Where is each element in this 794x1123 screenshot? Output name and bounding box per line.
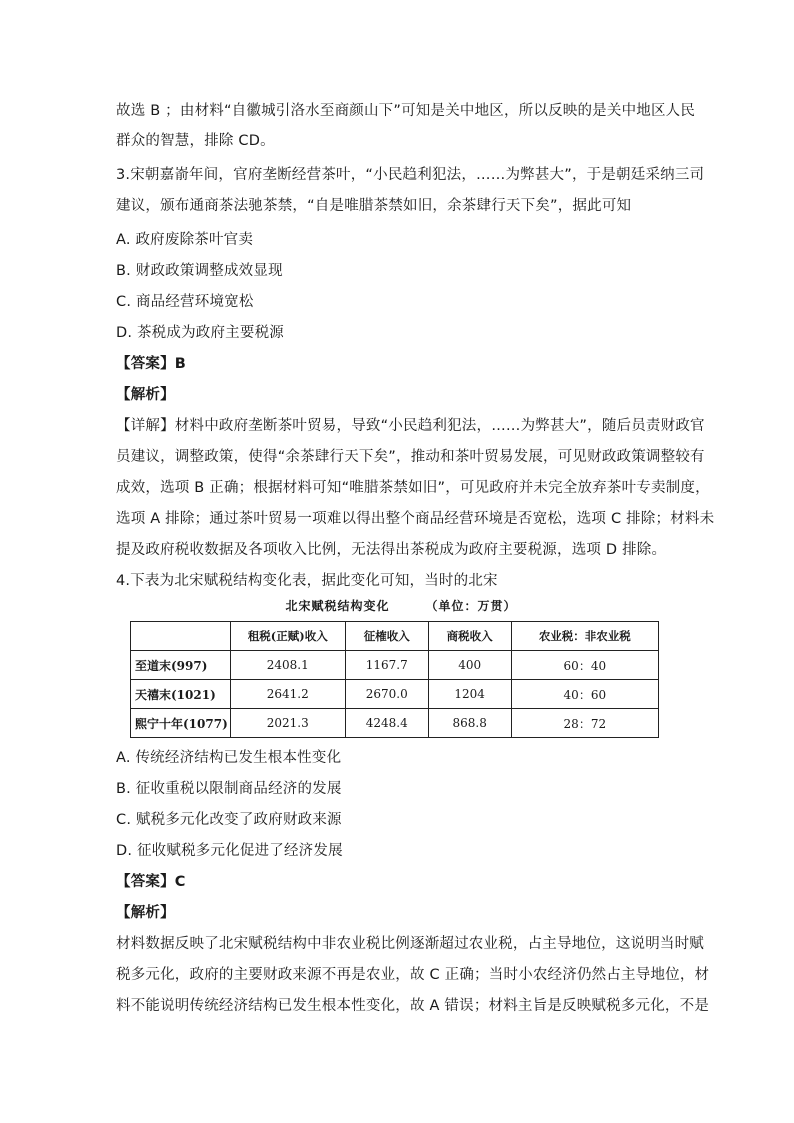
table-cell: 2641.2 [230, 680, 345, 709]
table-cell: 2408.1 [230, 651, 345, 680]
question-3-detail: 提及政府税收数据及各项收入比例，无法得出茶税成为政府主要税源，选项 D 排除。 [116, 542, 667, 558]
question-4-option-d: D. 征收赋税多元化促进了经济发展 [116, 843, 343, 859]
table-cell: 400 [428, 651, 511, 680]
table-cell: 4248.4 [345, 709, 428, 738]
table-cell: 868.8 [428, 709, 511, 738]
table-cell: 1204 [428, 680, 511, 709]
table-caption [116, 597, 686, 615]
table-cell: 1167.7 [345, 651, 428, 680]
question-3-stem: 建议，颁布通商茶法驰茶禁，“自是唯腊茶禁如旧，余茶肆行天下矣”，据此可知 [116, 198, 632, 214]
question-3-detail: 选项 A 排除；通过茶叶贸易一项难以得出整个商品经营环境是否宽松，选项 C 排除；材料未 [116, 511, 715, 527]
table-header-cell: 农业税：非农业税 [511, 622, 658, 651]
question-4-option-b: B. 征收重税以限制商品经济的发展 [116, 781, 342, 797]
question-3-stem: 3.宋朝嘉嵛年间，官府垄断经营茶叶，“小民趋利犯法，……为弊甚大”，于是朝廷采纳三司 [116, 167, 705, 183]
table-row-label: 至道末(997) [131, 651, 231, 680]
question-4-explanation: 材料数据反映了北宋赋税结构中非农业税比例逐渐超过农业税，占主导地位，这说明当时赋 [116, 936, 704, 952]
question-3-option-b: B. 财政政策调整成效显现 [116, 263, 283, 279]
question-4-stem: 4.下表为北宋赋税结构变化表，据此变化可知，当时的北宋 [116, 573, 498, 589]
question-3-answer: 【答案】B [116, 356, 187, 372]
question-3-analysis-heading: 【解析】 [116, 387, 175, 403]
tax-structure-table [130, 621, 659, 738]
table-row [131, 680, 659, 709]
table-title: 北宋赋税结构变化 [285, 599, 390, 613]
table-cell: 40：60 [511, 680, 658, 709]
table-cell: 28：72 [511, 709, 658, 738]
table-header-cell: 征榷收入 [345, 622, 428, 651]
question-4-option-a: A. 传统经济结构已发生根本性变化 [116, 750, 342, 766]
table-cell: 2021.3 [230, 709, 345, 738]
question-4-answer: 【答案】C [116, 874, 186, 890]
text-line: 群众的智慧，排除 CD。 [116, 133, 275, 149]
question-3-option-d: D. 茶税成为政府主要税源 [116, 325, 284, 341]
question-4-analysis-heading: 【解析】 [116, 905, 175, 921]
table-row-label: 熙宁十年(1077) [131, 709, 231, 738]
question-3-option-c: C. 商品经营环境宽松 [116, 294, 254, 310]
table-unit: （单位：万贯） [425, 599, 517, 613]
table-cell: 2670.0 [345, 680, 428, 709]
question-3-detail: 员建议，调整政策，使得“余茶肆行天下矣”，推动和茶叶贸易发展，可见财政政策调整较有 [116, 449, 705, 465]
table-row [131, 709, 659, 738]
table-header-row [131, 622, 659, 651]
table-header-cell: 租税(正赋)收入 [230, 622, 345, 651]
table-row-label: 天禧末(1021) [131, 680, 231, 709]
table-row [131, 651, 659, 680]
question-4-option-c: C. 赋税多元化改变了政府财政来源 [116, 812, 342, 828]
question-3-detail: 成效，选项 B 正确；根据材料可知“唯腊茶禁如旧”，可见政府并未完全放弃茶叶专卖制度， [116, 480, 710, 496]
table-cell: 60：40 [511, 651, 658, 680]
table-header-cell: 商税收入 [428, 622, 511, 651]
text-line: 故选 B ；由材料“自徽城引洛水至商颜山下”可知是关中地区，所以反映的是关中地区人民 [116, 103, 696, 119]
question-3-option-a: A. 政府废除茶叶官卖 [116, 232, 254, 248]
question-4-explanation: 料不能说明传统经济结构已发生根本性变化，故 A 错误；材料主旨是反映赋税多元化，不是 [116, 998, 710, 1014]
table-header-cell [131, 622, 231, 651]
question-4-explanation: 税多元化，政府的主要财政来源不再是农业，故 C 正确；当时小农经济仍然占主导地位，材 [116, 967, 710, 983]
question-3-detail: 【详解】材料中政府垄断茶叶贸易，导致“小民趋利犯法，……为弊甚大”，随后员责财政官 [116, 418, 705, 434]
